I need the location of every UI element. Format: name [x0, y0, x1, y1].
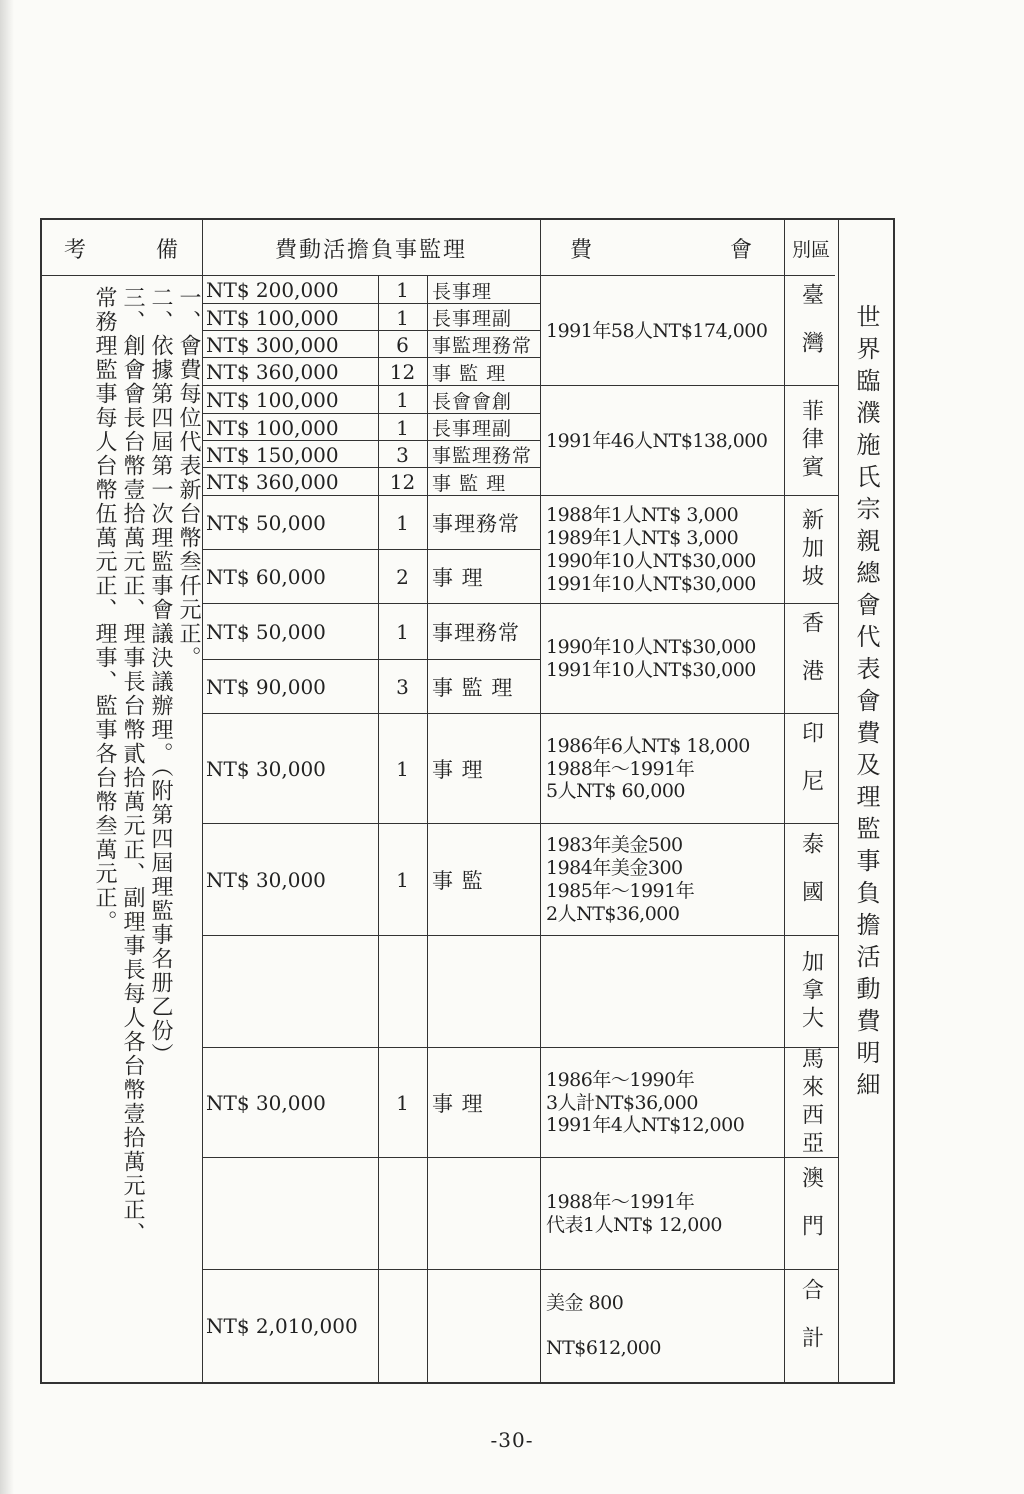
region-cell	[784, 604, 838, 714]
region-name: 臺灣	[798, 283, 824, 379]
fee-header: 費 會	[570, 237, 754, 263]
region-cell	[784, 824, 838, 936]
amount-cell: NT$ 30,000	[206, 868, 326, 892]
count-cell: 1	[396, 620, 409, 644]
amount-cell: NT$ 100,000	[206, 388, 339, 412]
position-cell: 事 監 理	[432, 472, 507, 495]
fee-cell: 1990年10人NT$30,000 1991年10人NT$30,000	[546, 550, 756, 595]
total-label-text: 合計	[798, 1278, 824, 1374]
region-name: 加拿大	[798, 950, 824, 1034]
count-cell: 1	[396, 757, 409, 781]
amount-cell	[202, 1158, 378, 1270]
count-cell: 2	[396, 565, 409, 589]
fee-cell: 1988年～1991年 代表1人NT$ 12,000	[546, 1191, 722, 1236]
total-amount: NT$ 2,010,000	[206, 1314, 358, 1338]
fee-cell: 1986年～1990年 3人計NT$36,000 1991年4人NT$12,000	[546, 1068, 745, 1137]
amount-cell: NT$ 90,000	[206, 675, 326, 699]
count-cell: 6	[396, 332, 409, 357]
position-cell: 長事理副	[432, 418, 513, 440]
count-cell: 1	[396, 1091, 409, 1115]
region-cell	[784, 386, 838, 496]
activity-fee-header: 費動活擔負事監理	[274, 237, 467, 263]
count-cell: 1	[396, 305, 409, 330]
amount-cell: NT$ 30,000	[206, 1091, 326, 1115]
count-cell: 1	[396, 868, 409, 892]
position-cell: 事 監 理	[432, 676, 514, 700]
region-name: 新加坡	[798, 508, 824, 592]
count-cell: 3	[396, 675, 409, 699]
count-cell: 1	[396, 388, 409, 412]
region-cell	[784, 936, 838, 1048]
amount-cell: NT$ 30,000	[206, 757, 326, 781]
count-cell: 1	[396, 415, 409, 440]
amount-cell: NT$ 150,000	[206, 442, 339, 467]
remarks-text: 一、會費每位代表新台幣叁仟元正。 二、依據第四屆第一次理監事會議決議辦理。（附第四屆理監事名册乙份） 三、創會會長台幣壹拾萬元正、理事長台幣貳拾萬元正、副理事長每人各台幣壹拾萬元正、 常務理監事每人台幣伍萬元正、理事、監事各台幣叁萬元正。	[92, 286, 201, 1246]
fee-cell: 1986年6人NT$ 18,000 1988年～1991年 5人NT$ 60,000	[546, 734, 750, 803]
position-cell: 事 監	[432, 869, 484, 893]
region-cell	[784, 496, 838, 604]
region-cell	[784, 714, 838, 824]
amount-cell: NT$ 100,000	[206, 415, 339, 440]
total-fee: 美金 800 NT$612,000	[546, 1291, 661, 1360]
amount-cell: NT$ 50,000	[206, 511, 326, 535]
fee-cell: 1991年46人NT$138,000	[546, 429, 768, 452]
amount-cell: NT$ 200,000	[206, 278, 339, 302]
region-name: 香港	[798, 611, 824, 707]
fee-cell	[540, 936, 784, 1048]
fee-cell: 1988年1人NT$ 3,000 1989年1人NT$ 3,000	[546, 504, 739, 550]
region-name: 馬來西亞	[798, 1047, 824, 1159]
position-cell: 事理務常	[432, 512, 520, 536]
amount-cell: NT$ 300,000	[206, 332, 339, 357]
page-number: -30-	[490, 1428, 534, 1452]
position-cell: 事監理務常	[432, 445, 533, 467]
region-cell	[784, 1158, 838, 1270]
count-cell: 1	[396, 278, 409, 302]
region-name: 菲律賓	[798, 399, 824, 483]
region-cell	[784, 276, 838, 386]
count-cell: 3	[396, 442, 409, 467]
position-cell: 長事理副	[432, 308, 513, 330]
position-cell	[427, 936, 540, 1048]
amount-cell: NT$ 360,000	[206, 470, 339, 494]
position-cell: 長會會創	[432, 390, 513, 413]
amount-cell: NT$ 360,000	[206, 360, 339, 384]
amount-cell: NT$ 50,000	[206, 620, 326, 644]
fee-cell: 1983年美金500 1984年美金300 1985年～1991年 2人NT$36,000	[546, 834, 695, 925]
position-cell: 事 監 理	[432, 362, 507, 385]
position-cell: 事理務常	[432, 621, 520, 645]
amount-cell	[202, 936, 378, 1048]
fee-cell: 1990年10人NT$30,000	[546, 636, 756, 659]
position-cell	[427, 1158, 540, 1270]
total-label	[784, 1270, 838, 1382]
position-cell: 事 理	[432, 566, 484, 590]
region-cell	[784, 1048, 838, 1158]
region-header: 別區	[791, 238, 830, 261]
count-cell: 12	[389, 360, 416, 384]
count-cell: 12	[389, 470, 416, 494]
region-name: 泰國	[798, 832, 824, 928]
fee-cell: 1991年58人NT$174,000	[546, 319, 768, 342]
page-title: 世界臨濮施氏宗親總會代表會費及理監事負擔活動費明細	[852, 304, 880, 1104]
count-cell	[378, 936, 427, 1048]
count-cell: 1	[396, 511, 409, 535]
amount-cell: NT$ 100,000	[206, 305, 339, 330]
position-cell: 事 理	[432, 758, 484, 782]
region-name: 印尼	[798, 721, 824, 817]
remarks-header: 考 備	[64, 237, 180, 263]
region-name: 澳門	[798, 1166, 824, 1262]
scan-edge-shadow	[0, 0, 14, 1494]
position-cell: 長事理	[432, 280, 493, 303]
amount-cell: NT$ 60,000	[206, 565, 326, 589]
position-cell: 事 理	[432, 1092, 484, 1116]
position-cell: 事監理務常	[432, 335, 533, 357]
count-cell	[378, 1158, 427, 1270]
membership-fee-table	[40, 218, 895, 1384]
fee-cell: 1991年10人NT$30,000	[546, 659, 756, 681]
